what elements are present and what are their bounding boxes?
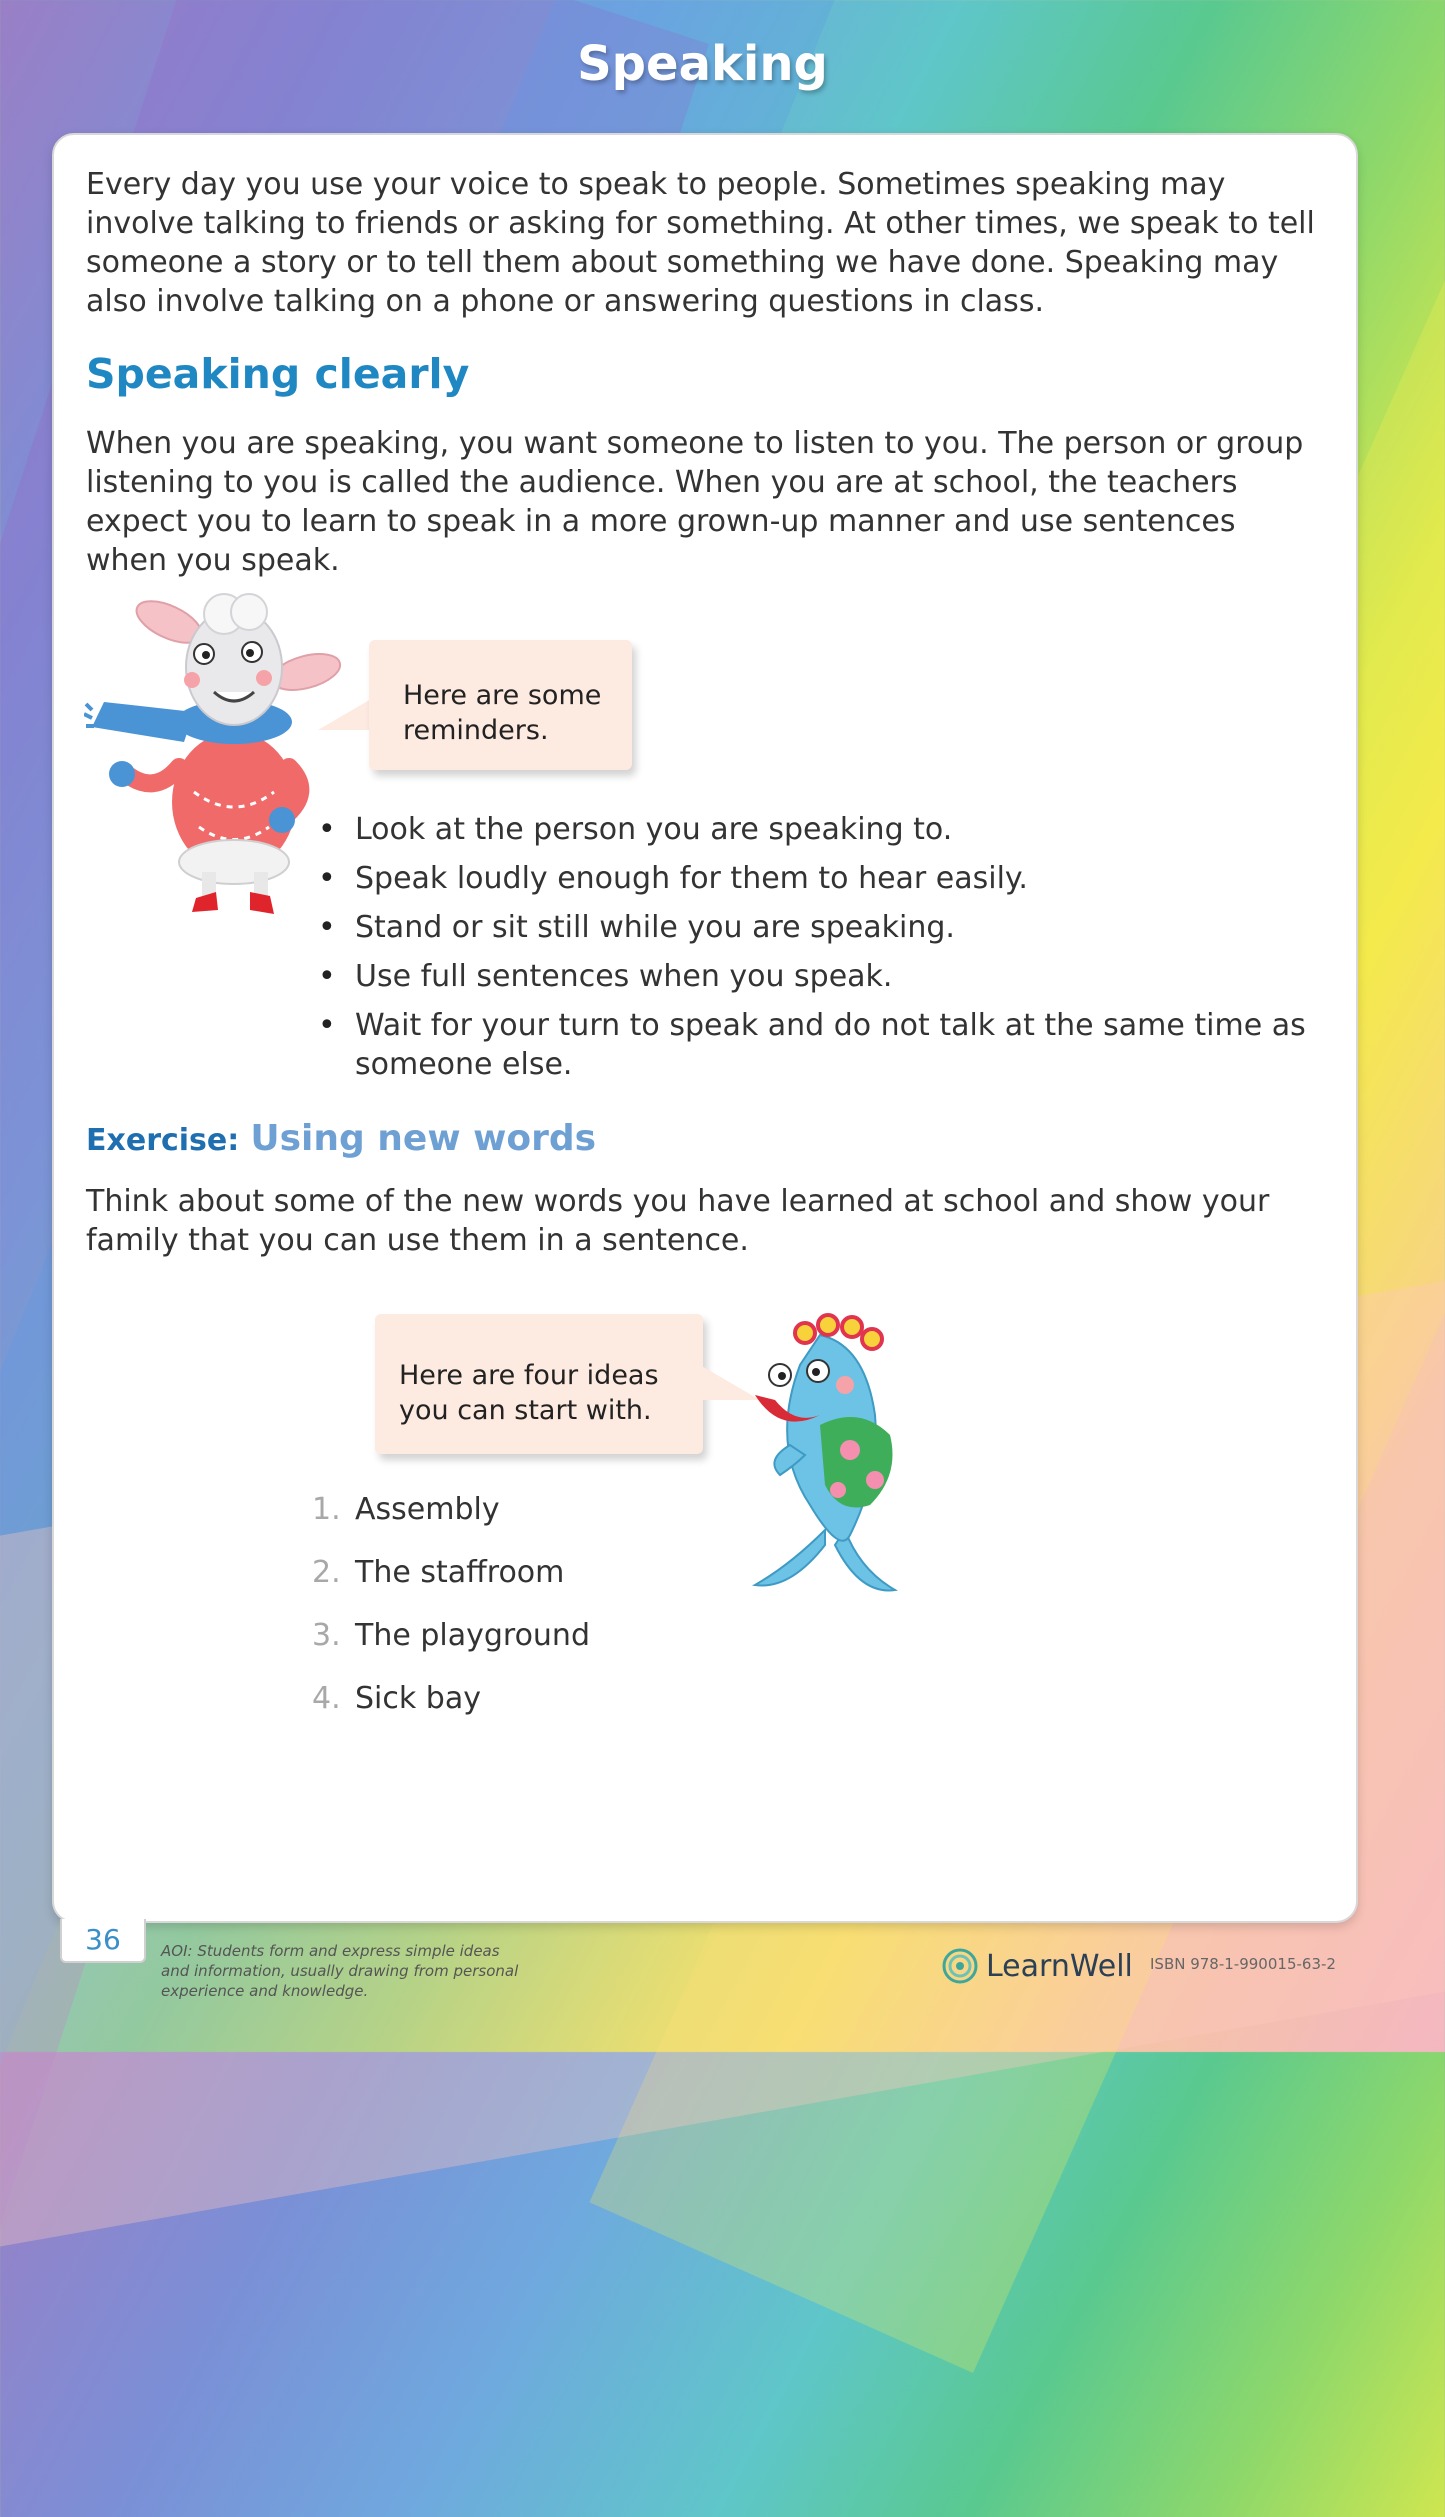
list-item — [312, 1616, 590, 1679]
aoi-line: and information, usually drawing from personal — [161, 1962, 519, 1980]
brand-name: LearnWell — [986, 1948, 1133, 1984]
list-item — [312, 1553, 590, 1616]
bubble-line: reminders. — [403, 715, 549, 746]
bubble-line: Here are some — [403, 680, 602, 711]
list-number: 3. — [312, 1618, 341, 1653]
list-number: 4. — [312, 1681, 341, 1716]
list-item — [312, 1490, 590, 1553]
list-number: 2. — [312, 1555, 341, 1590]
ideas-list — [312, 1490, 590, 1742]
page-title: Speaking — [577, 36, 828, 92]
isbn: ISBN 978-1-990015-63-2 — [1150, 1955, 1336, 1973]
reminder-list — [318, 810, 1318, 1094]
list-item: • Look at the person you are speaking to. — [318, 810, 1318, 849]
exercise-title: Using new words — [250, 1118, 597, 1159]
list-text: Assembly — [355, 1492, 500, 1527]
list-item: • Use full sentences when you speak. — [318, 957, 1318, 996]
fish-illustration-icon — [750, 1305, 930, 1595]
intro-paragraph: Every day you use your voice to speak to people. Sometimes speaking may involve talking to friends or asking for something. At other times, we speak to tell someone a story or to tell them about something we have done. Speaking may also involve talking on a phone or answering questions in class. — [86, 167, 1315, 319]
aoi-line: AOI: Students form and express simple ideas — [161, 1942, 500, 1960]
list-number: 1. — [312, 1492, 341, 1527]
page-number: 36 — [60, 1919, 146, 1963]
list-text: Sick bay — [355, 1681, 481, 1716]
list-text: The staffroom — [355, 1555, 565, 1590]
exercise-heading — [86, 1118, 596, 1159]
list-item — [312, 1679, 590, 1742]
aoi-note — [161, 1941, 561, 2001]
brand-logo — [942, 1946, 1133, 1986]
exercise-label: Exercise: — [86, 1123, 240, 1158]
speech-bubble-ideas — [375, 1314, 703, 1454]
exercise-paragraph: Think about some of the new words you have learned at school and show your family that you can use them in a sentence. — [86, 1184, 1270, 1258]
section-heading: Speaking clearly — [86, 350, 470, 398]
list-item: • Speak loudly enough for them to hear easily. — [318, 859, 1318, 898]
bubble-line: Here are four ideas — [399, 1360, 659, 1391]
list-text: The playground — [355, 1618, 590, 1653]
sheep-illustration-icon — [84, 592, 344, 922]
list-item: • Wait for your turn to speak and do not talk at the same time as someone else. — [318, 1006, 1318, 1084]
section-paragraph: When you are speaking, you want someone to listen to you. The person or group listening to you is called the audience. When you are at school, the teachers expect you to learn to speak in a more grown-up manner and use sentences when you speak. — [86, 426, 1304, 578]
aoi-line: experience and knowledge. — [161, 1982, 369, 2000]
bubble-line: you can start with. — [399, 1395, 652, 1426]
speech-bubble-reminders — [369, 640, 632, 770]
list-item: • Stand or sit still while you are speaking. — [318, 908, 1318, 947]
learnwell-logo-icon — [942, 1948, 978, 1984]
